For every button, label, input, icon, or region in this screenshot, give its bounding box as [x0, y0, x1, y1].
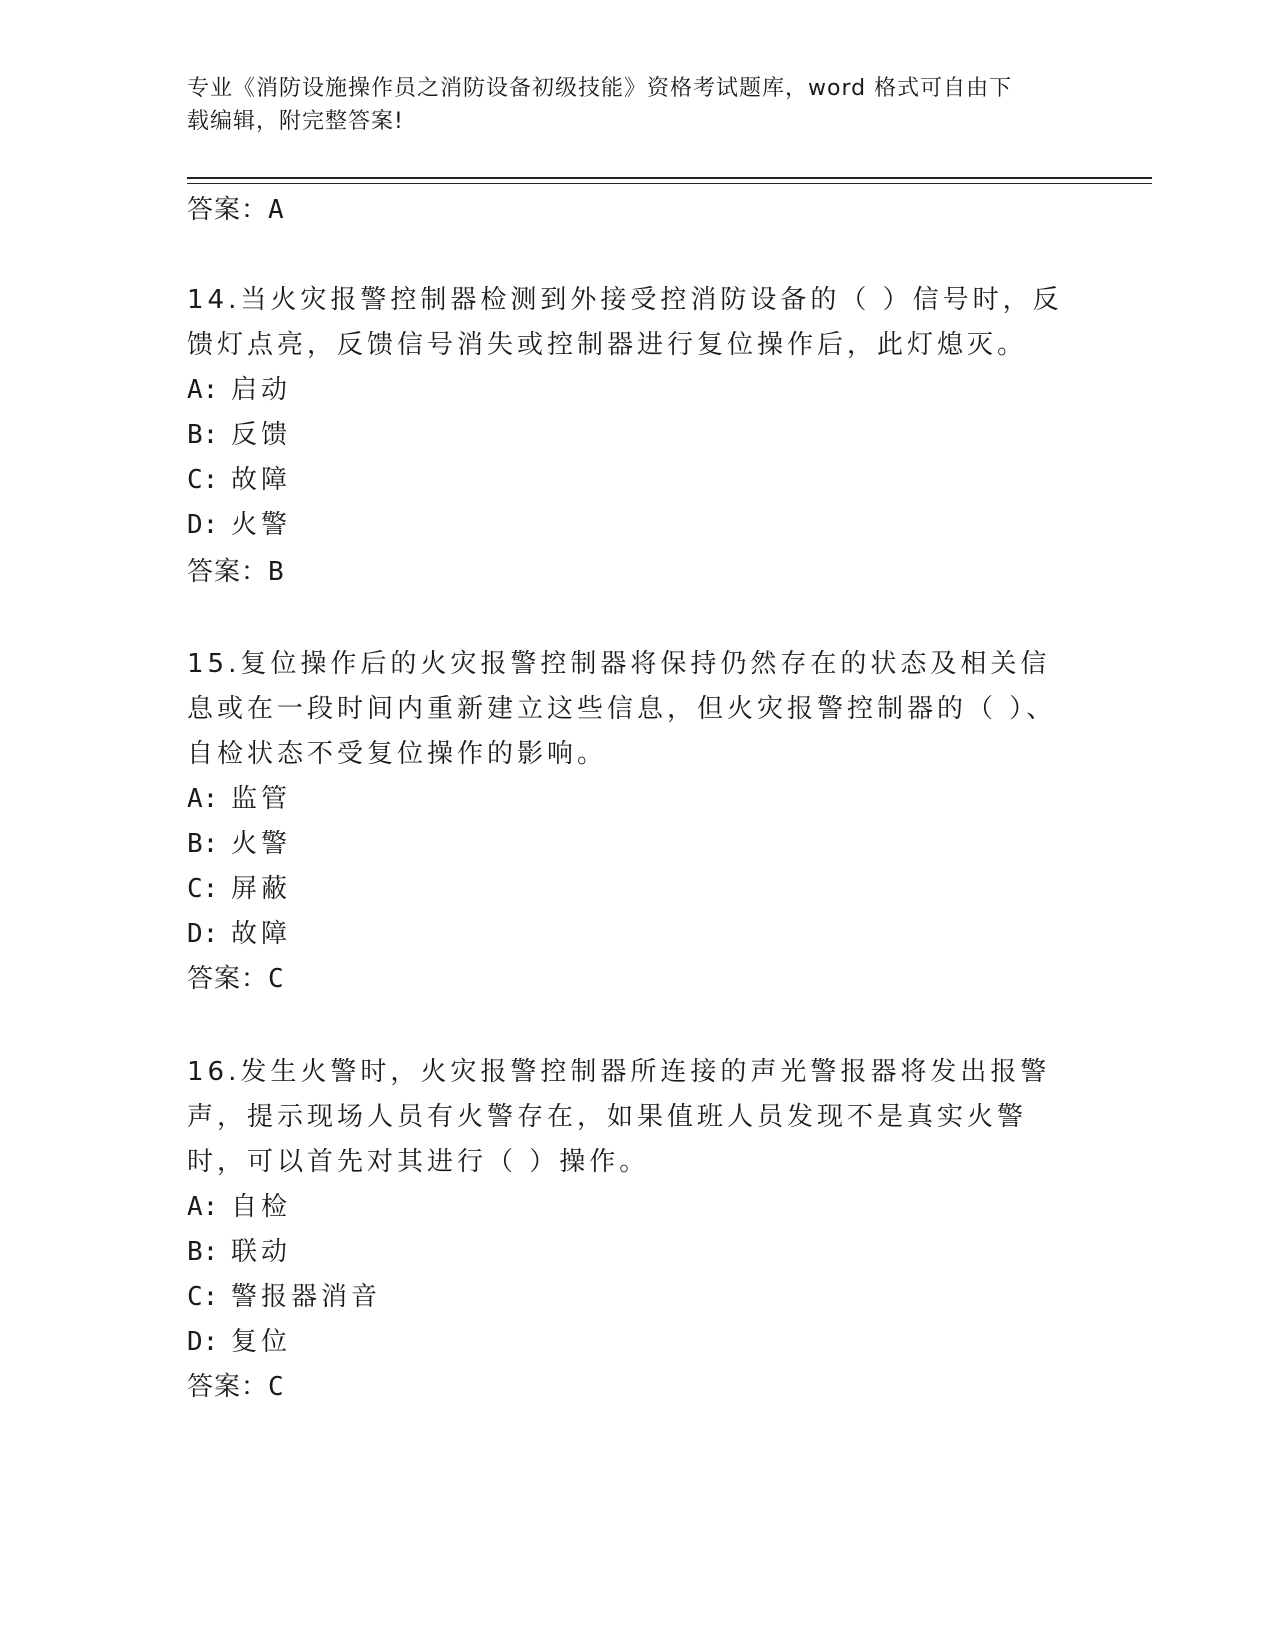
option-d	[187, 1320, 1077, 1365]
option-key: D:	[187, 1327, 219, 1357]
answer-14	[187, 555, 285, 589]
question-15	[187, 642, 1077, 957]
option-text: 故障	[231, 919, 292, 949]
option-a	[187, 368, 1077, 413]
option-text: 火警	[231, 510, 292, 540]
answer-label: 答案：	[187, 964, 269, 994]
option-key: B:	[187, 420, 219, 450]
option-key: B:	[187, 1237, 219, 1267]
previous-answer	[187, 193, 285, 227]
answer-label: 答案：	[187, 1372, 269, 1402]
option-d	[187, 912, 1077, 957]
answer-value: A	[268, 195, 285, 225]
option-text: 反馈	[231, 420, 292, 450]
question-text	[187, 642, 1077, 777]
option-key: D:	[187, 919, 219, 949]
answer-value: C	[268, 1372, 285, 1402]
question-text	[187, 1050, 1077, 1185]
option-text: 联动	[231, 1237, 292, 1267]
question-number: 14.	[187, 285, 241, 315]
option-text: 警报器消音	[231, 1282, 382, 1312]
option-b	[187, 822, 1077, 867]
question-body: 发生火警时，火灾报警控制器所连接的声光警报器将发出报警声，提示现场人员有火警存在，如果值班人员发现不是真实火警时，可以首先对其进行（ ）操作。	[187, 1057, 1051, 1177]
option-b	[187, 413, 1077, 458]
answer-value: C	[268, 964, 285, 994]
option-key: C:	[187, 465, 219, 495]
option-text: 火警	[231, 829, 292, 859]
option-c	[187, 458, 1077, 503]
option-text: 启动	[231, 375, 292, 405]
option-b	[187, 1230, 1077, 1275]
question-14	[187, 278, 1077, 548]
question-body: 当火灾报警控制器检测到外接受控消防设备的（ ）信号时，反馈灯点亮，反馈信号消失或控制器进行复位操作后，此灯熄灭。	[187, 285, 1063, 360]
option-c	[187, 867, 1077, 912]
header-divider-thin	[187, 183, 1152, 184]
question-number: 16.	[187, 1057, 241, 1087]
answer-15	[187, 962, 285, 996]
option-a	[187, 777, 1077, 822]
question-body: 复位操作后的火灾报警控制器将保持仍然存在的状态及相关信息或在一段时间内重新建立这些信息，但火灾报警控制器的（ ）、自检状态不受复位操作的影响。	[187, 649, 1057, 769]
option-c	[187, 1275, 1077, 1320]
option-key: C:	[187, 1282, 219, 1312]
option-text: 自检	[231, 1192, 292, 1222]
question-16	[187, 1050, 1077, 1365]
option-a	[187, 1185, 1077, 1230]
header-line-2: 载编辑，附完整答案!	[187, 109, 404, 134]
question-number: 15.	[187, 649, 241, 679]
answer-value: B	[268, 557, 285, 587]
document-header	[187, 72, 1067, 138]
header-divider-thick	[187, 177, 1152, 179]
option-d	[187, 503, 1077, 548]
answer-16	[187, 1370, 285, 1404]
option-key: D:	[187, 510, 219, 540]
option-key: C:	[187, 874, 219, 904]
option-key: A:	[187, 784, 219, 814]
option-text: 监管	[231, 784, 292, 814]
header-line-1: 专业《消防设施操作员之消防设备初级技能》资格考试题库，word 格式可自由下	[187, 76, 1013, 101]
option-text: 故障	[231, 465, 292, 495]
answer-label: 答案：	[187, 557, 269, 587]
question-text	[187, 278, 1077, 368]
option-key: A:	[187, 1192, 219, 1222]
answer-label: 答案：	[187, 195, 269, 225]
option-text: 复位	[231, 1327, 292, 1357]
option-key: A:	[187, 375, 219, 405]
option-key: B:	[187, 829, 219, 859]
option-text: 屏蔽	[231, 874, 292, 904]
